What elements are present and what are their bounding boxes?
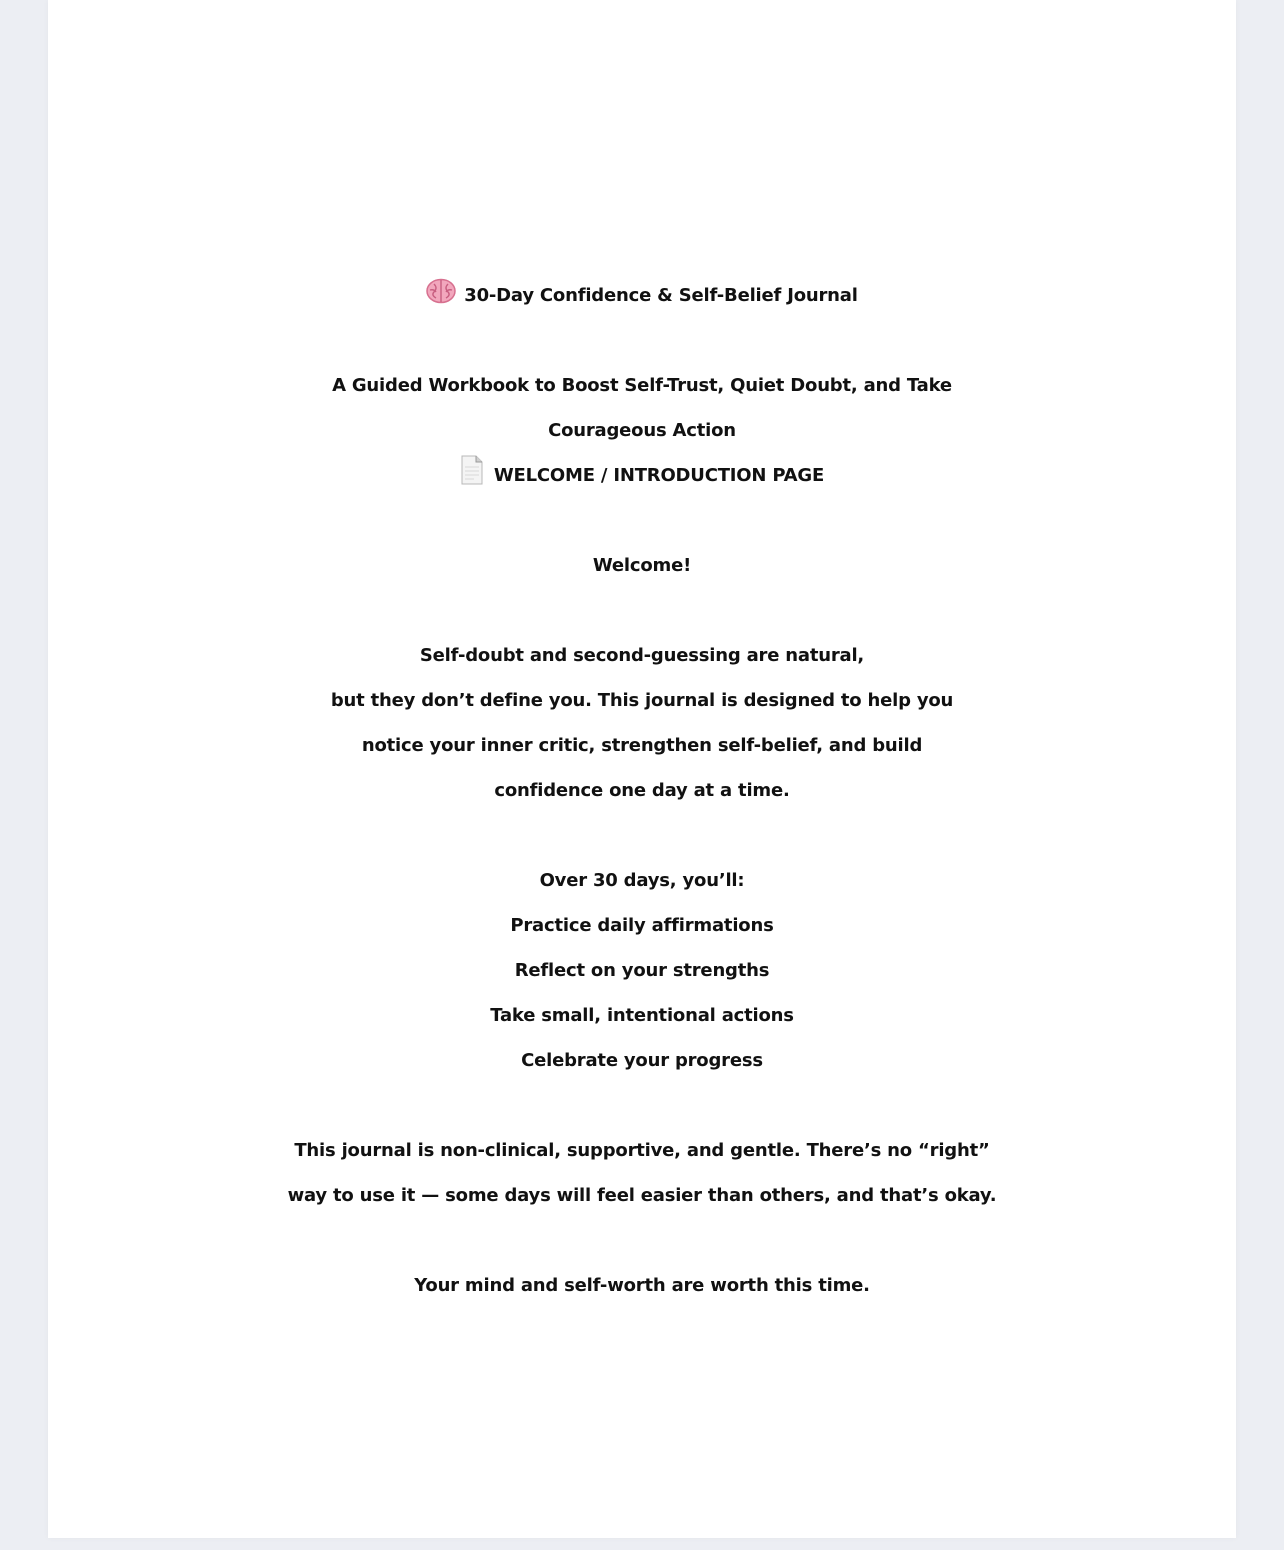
- list-item: Practice daily affirmations: [510, 915, 774, 936]
- list-heading: Over 30 days, you’ll:: [539, 870, 745, 891]
- document-title: [48, 273, 1236, 318]
- document-page: [48, 0, 1236, 1538]
- note-line: This journal is non-clinical, supportive, and gentle. There’s no “right”: [294, 1140, 990, 1161]
- page-icon: [460, 455, 484, 485]
- intro-line: but they don’t define you. This journal is designed to help you: [330, 690, 954, 711]
- brain-icon: [426, 273, 456, 318]
- intro-line: Self-doubt and second-guessing are natural,: [419, 645, 865, 666]
- closing-line: Your mind and self-worth are worth this time.: [414, 1275, 870, 1296]
- section-heading: [48, 453, 1236, 498]
- intro-line: confidence one day at a time.: [494, 780, 790, 801]
- subtitle-line-2: Courageous Action: [548, 420, 736, 441]
- list-item: Reflect on your strengths: [514, 960, 770, 981]
- page-content: [48, 273, 1236, 1308]
- subtitle-line-1: A Guided Workbook to Boost Self-Trust, Quiet Doubt, and Take: [332, 375, 952, 396]
- note-line: way to use it — some days will feel easier than others, and that’s okay.: [287, 1185, 997, 1206]
- welcome-heading: Welcome!: [592, 555, 692, 576]
- section-heading-text: WELCOME / INTRODUCTION PAGE: [493, 465, 825, 486]
- title-text: 30-Day Confidence & Self-Belief Journal: [464, 285, 858, 306]
- list-item: Celebrate your progress: [521, 1050, 763, 1071]
- intro-line: notice your inner critic, strengthen self-belief, and build: [361, 735, 923, 756]
- list-item: Take small, intentional actions: [490, 1005, 794, 1026]
